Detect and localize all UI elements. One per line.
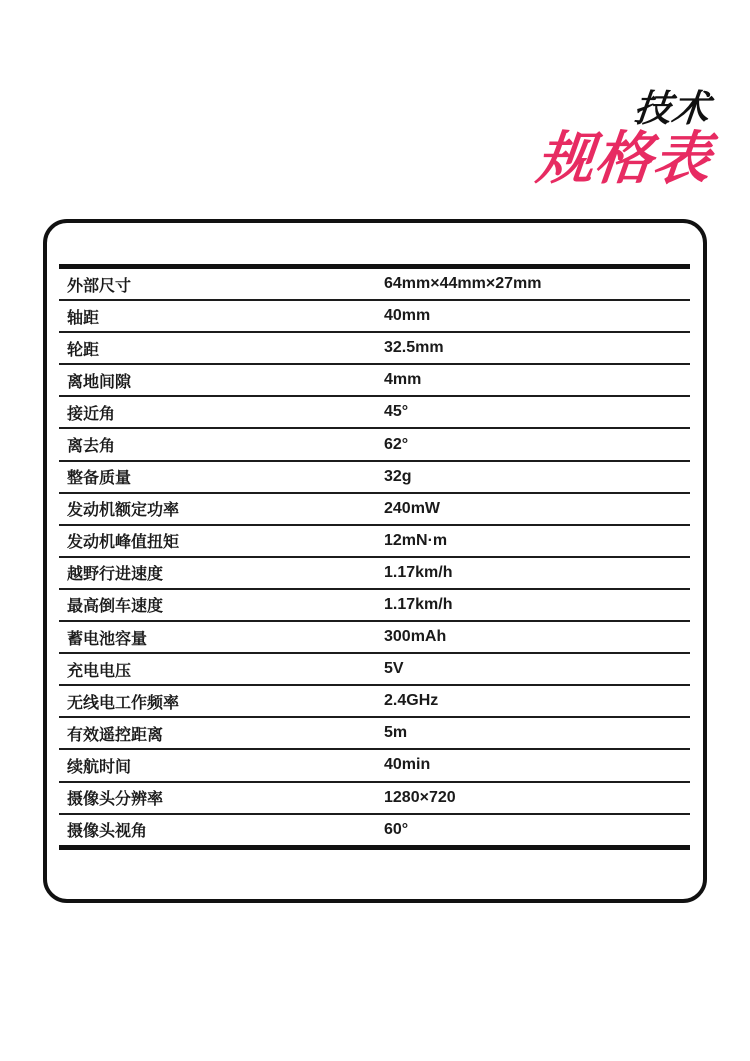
- spec-label: 离去角: [67, 438, 116, 456]
- spec-label: 摄像头分辨率: [67, 791, 164, 809]
- table-row: [59, 269, 690, 301]
- spec-value: 5V: [384, 660, 404, 678]
- table-row: [59, 622, 690, 654]
- spec-value: 32g: [384, 467, 412, 485]
- table-row: [59, 462, 690, 494]
- spec-label: 越野行进速度: [67, 566, 164, 584]
- spec-value: 60°: [384, 820, 409, 838]
- spec-value: 12mN·m: [384, 531, 448, 549]
- spec-label: 有效遥控距离: [67, 726, 164, 744]
- table-row: [59, 397, 690, 429]
- spec-label: 充电电压: [67, 662, 132, 680]
- page-title: [533, 88, 715, 191]
- spec-value: 300mAh: [384, 628, 447, 646]
- spec-value: 40mm: [384, 307, 431, 325]
- spec-value: 1.17km/h: [384, 563, 453, 581]
- table-row: [59, 815, 690, 845]
- spec-label: 轴距: [67, 309, 100, 327]
- table-row: [59, 718, 690, 750]
- spec-value: 240mW: [384, 499, 441, 517]
- spec-value: 64mm×44mm×27mm: [384, 275, 542, 293]
- spec-label: 接近角: [67, 405, 116, 423]
- spec-value: 4mm: [384, 371, 422, 389]
- spec-value: 5m: [384, 724, 408, 742]
- spec-label: 摄像头视角: [67, 823, 148, 841]
- spec-label: 发动机额定功率: [67, 502, 180, 520]
- spec-label: 轮距: [67, 341, 100, 359]
- table-row: [59, 333, 690, 365]
- table-row: [59, 526, 690, 558]
- spec-value: 2.4GHz: [384, 692, 439, 710]
- spec-table: [59, 264, 690, 850]
- spec-label: 发动机峰值扭矩: [67, 534, 180, 552]
- spec-card: [43, 219, 707, 903]
- spec-value: 45°: [384, 403, 409, 421]
- spec-value: 40min: [384, 756, 431, 774]
- spec-label: 外部尺寸: [67, 277, 132, 295]
- spec-label: 无线电工作频率: [67, 694, 180, 712]
- spec-label: 蓄电池容量: [67, 630, 148, 648]
- spec-label: 离地间隙: [67, 373, 132, 391]
- table-row: [59, 783, 690, 815]
- table-row: [59, 750, 690, 782]
- table-row: [59, 590, 690, 622]
- title-line-technical: 技术: [631, 88, 713, 129]
- table-row: [59, 494, 690, 526]
- spec-value: 62°: [384, 435, 409, 453]
- table-row: [59, 429, 690, 461]
- spec-value: 1.17km/h: [384, 595, 453, 613]
- title-line-spec-table: 规格表: [533, 126, 715, 191]
- table-row: [59, 686, 690, 718]
- table-row: [59, 301, 690, 333]
- spec-label: 整备质量: [67, 470, 132, 488]
- table-row: [59, 365, 690, 397]
- spec-label: 最高倒车速度: [67, 598, 164, 616]
- spec-label: 续航时间: [67, 758, 132, 776]
- spec-value: 32.5mm: [384, 339, 444, 357]
- table-row: [59, 558, 690, 590]
- table-row: [59, 654, 690, 686]
- spec-value: 1280×720: [384, 788, 456, 806]
